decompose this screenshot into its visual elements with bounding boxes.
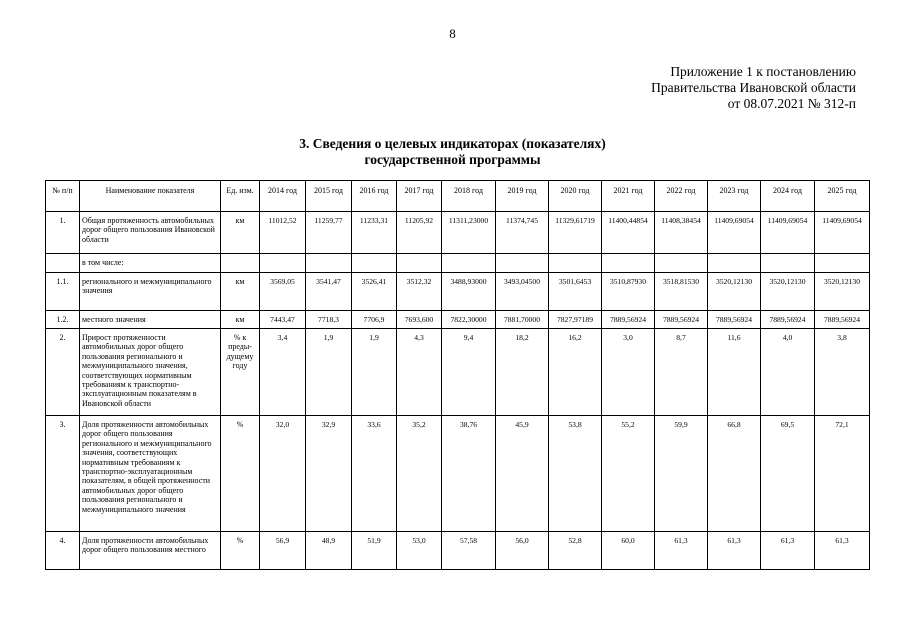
value-cell: 7889,56924 [708, 311, 761, 329]
row-number-cell: 1. [46, 212, 80, 254]
header-cell: 2020 год [549, 181, 602, 212]
value-cell: 3512,32 [397, 273, 442, 311]
value-cell: 7706,9 [352, 311, 397, 329]
value-cell: 11233,31 [352, 212, 397, 254]
unit-cell: км [221, 273, 260, 311]
value-cell: 35,2 [397, 416, 442, 532]
table-row [46, 329, 870, 416]
value-cell: 7827,97189 [549, 311, 602, 329]
value-cell: 69,5 [761, 416, 815, 532]
value-cell: 57,58 [442, 532, 496, 570]
section-title [0, 136, 905, 168]
header-cell: 2014 год [260, 181, 306, 212]
value-cell: 38,76 [442, 416, 496, 532]
value-cell [260, 254, 306, 273]
value-cell: 55,2 [602, 416, 655, 532]
value-cell: 3510,87930 [602, 273, 655, 311]
unit-cell [221, 254, 260, 273]
value-cell: 3520,12130 [761, 273, 815, 311]
value-cell: 3541,47 [306, 273, 352, 311]
value-cell: 8,7 [655, 329, 708, 416]
value-cell: 51,9 [352, 532, 397, 570]
value-cell: 11409,69054 [815, 212, 870, 254]
table-row [46, 416, 870, 532]
value-cell: 16,2 [549, 329, 602, 416]
header-cell: 2015 год [306, 181, 352, 212]
value-cell: 3,4 [260, 329, 306, 416]
value-cell: 9,4 [442, 329, 496, 416]
indicators-table [45, 180, 870, 570]
value-cell: 48,9 [306, 532, 352, 570]
value-cell: 7443,47 [260, 311, 306, 329]
unit-cell: % [221, 416, 260, 532]
value-cell [655, 254, 708, 273]
table-row [46, 532, 870, 570]
value-cell: 61,3 [708, 532, 761, 570]
table-body [46, 212, 870, 570]
value-cell: 7881,70000 [496, 311, 549, 329]
value-cell: 7693,600 [397, 311, 442, 329]
row-number-cell [46, 254, 80, 273]
indicator-name-cell: регионального и межмуниципального значения [80, 273, 221, 311]
value-cell: 53,0 [397, 532, 442, 570]
row-number-cell: 4. [46, 532, 80, 570]
value-cell: 61,3 [761, 532, 815, 570]
header-row [46, 181, 870, 212]
value-cell: 56,9 [260, 532, 306, 570]
section-title-line-2: государственной программы [364, 152, 541, 167]
unit-cell: % [221, 532, 260, 570]
appendix-line-3: от 08.07.2021 № 312-п [727, 96, 856, 111]
value-cell: 3493,04500 [496, 273, 549, 311]
value-cell [306, 254, 352, 273]
value-cell [815, 254, 870, 273]
value-cell: 45,9 [496, 416, 549, 532]
value-cell: 61,3 [815, 532, 870, 570]
indicator-name-cell: Общая протяженность автомобильных дорог общего пользования Ивановской области [80, 212, 221, 254]
value-cell: 11409,69054 [708, 212, 761, 254]
table-row [46, 212, 870, 254]
value-cell: 11311,23000 [442, 212, 496, 254]
value-cell: 72,1 [815, 416, 870, 532]
value-cell: 32,0 [260, 416, 306, 532]
header-cell: Ед. изм. [221, 181, 260, 212]
value-cell: 3501,6453 [549, 273, 602, 311]
value-cell: 11374,745 [496, 212, 549, 254]
table-row [46, 311, 870, 329]
value-cell: 53,8 [549, 416, 602, 532]
value-cell: 1,9 [352, 329, 397, 416]
header-cell: 2024 год [761, 181, 815, 212]
value-cell: 7718,3 [306, 311, 352, 329]
value-cell: 3526,41 [352, 273, 397, 311]
value-cell [496, 254, 549, 273]
value-cell: 4,0 [761, 329, 815, 416]
indicator-name-cell: местного значения [80, 311, 221, 329]
value-cell [549, 254, 602, 273]
value-cell [708, 254, 761, 273]
value-cell: 7822,30000 [442, 311, 496, 329]
value-cell: 3520,12130 [815, 273, 870, 311]
header-cell: Наименование показателя [80, 181, 221, 212]
value-cell: 7889,56924 [602, 311, 655, 329]
value-cell [442, 254, 496, 273]
table-row [46, 273, 870, 311]
value-cell: 33,6 [352, 416, 397, 532]
row-number-cell: 1.1. [46, 273, 80, 311]
value-cell [602, 254, 655, 273]
value-cell: 60,0 [602, 532, 655, 570]
value-cell: 7889,56924 [761, 311, 815, 329]
appendix-line-1: Приложение 1 к постановлению [670, 64, 856, 79]
header-cell: 2019 год [496, 181, 549, 212]
value-cell: 11205,92 [397, 212, 442, 254]
value-cell: 66,8 [708, 416, 761, 532]
row-number-cell: 2. [46, 329, 80, 416]
table-row [46, 254, 870, 273]
value-cell: 3488,93000 [442, 273, 496, 311]
value-cell: 56,0 [496, 532, 549, 570]
value-cell: 3518,81530 [655, 273, 708, 311]
value-cell: 3,0 [602, 329, 655, 416]
value-cell: 18,2 [496, 329, 549, 416]
value-cell: 4,3 [397, 329, 442, 416]
header-cell: 2018 год [442, 181, 496, 212]
value-cell: 3,8 [815, 329, 870, 416]
value-cell: 61,3 [655, 532, 708, 570]
value-cell [352, 254, 397, 273]
section-title-line-1: 3. Сведения о целевых индикаторах (показателях) [299, 136, 606, 151]
value-cell: 3569,05 [260, 273, 306, 311]
value-cell: 7889,56924 [815, 311, 870, 329]
header-cell: 2021 год [602, 181, 655, 212]
value-cell: 11329,61719 [549, 212, 602, 254]
header-cell: 2022 год [655, 181, 708, 212]
page-number: 8 [449, 26, 456, 41]
header-cell: 2023 год [708, 181, 761, 212]
header-cell: 2025 год [815, 181, 870, 212]
value-cell: 1,9 [306, 329, 352, 416]
value-cell: 59,9 [655, 416, 708, 532]
indicator-name-cell: Доля протяженности автомобильных дорог общего пользования регионального и межмуниципального значения, соответствующих нормативным требованиям к транспортно-эксплуатационным показателям, в общей протяженности автомобильных дорог общего пользования регионального и межмуниципального значения [80, 416, 221, 532]
indicator-name-cell: в том числе: [80, 254, 221, 273]
unit-cell: % к преды-дущему году [221, 329, 260, 416]
header-cell: 2016 год [352, 181, 397, 212]
value-cell: 11,6 [708, 329, 761, 416]
value-cell: 11012,52 [260, 212, 306, 254]
row-number-cell: 1.2. [46, 311, 80, 329]
unit-cell: км [221, 311, 260, 329]
value-cell: 11409,69054 [761, 212, 815, 254]
value-cell: 11259,77 [306, 212, 352, 254]
value-cell: 52,8 [549, 532, 602, 570]
value-cell: 32,9 [306, 416, 352, 532]
value-cell: 7889,56924 [655, 311, 708, 329]
value-cell: 3520,12130 [708, 273, 761, 311]
header-cell: № п/п [46, 181, 80, 212]
indicator-name-cell: Прирост протяженности автомобильных дорог общего пользования регионального и межмуниципального значения, соответствующих нормативным требованиям к транспортно-эксплуатационным показателям в Ивановской области [80, 329, 221, 416]
row-number-cell: 3. [46, 416, 80, 532]
value-cell [761, 254, 815, 273]
indicator-name-cell: Доля протяженности автомобильных дорог общего пользования местного [80, 532, 221, 570]
appendix-note [651, 64, 856, 112]
value-cell [397, 254, 442, 273]
header-cell: 2017 год [397, 181, 442, 212]
appendix-line-2: Правительства Ивановской области [651, 80, 856, 95]
value-cell: 11408,38454 [655, 212, 708, 254]
value-cell: 11400,44854 [602, 212, 655, 254]
unit-cell: км [221, 212, 260, 254]
